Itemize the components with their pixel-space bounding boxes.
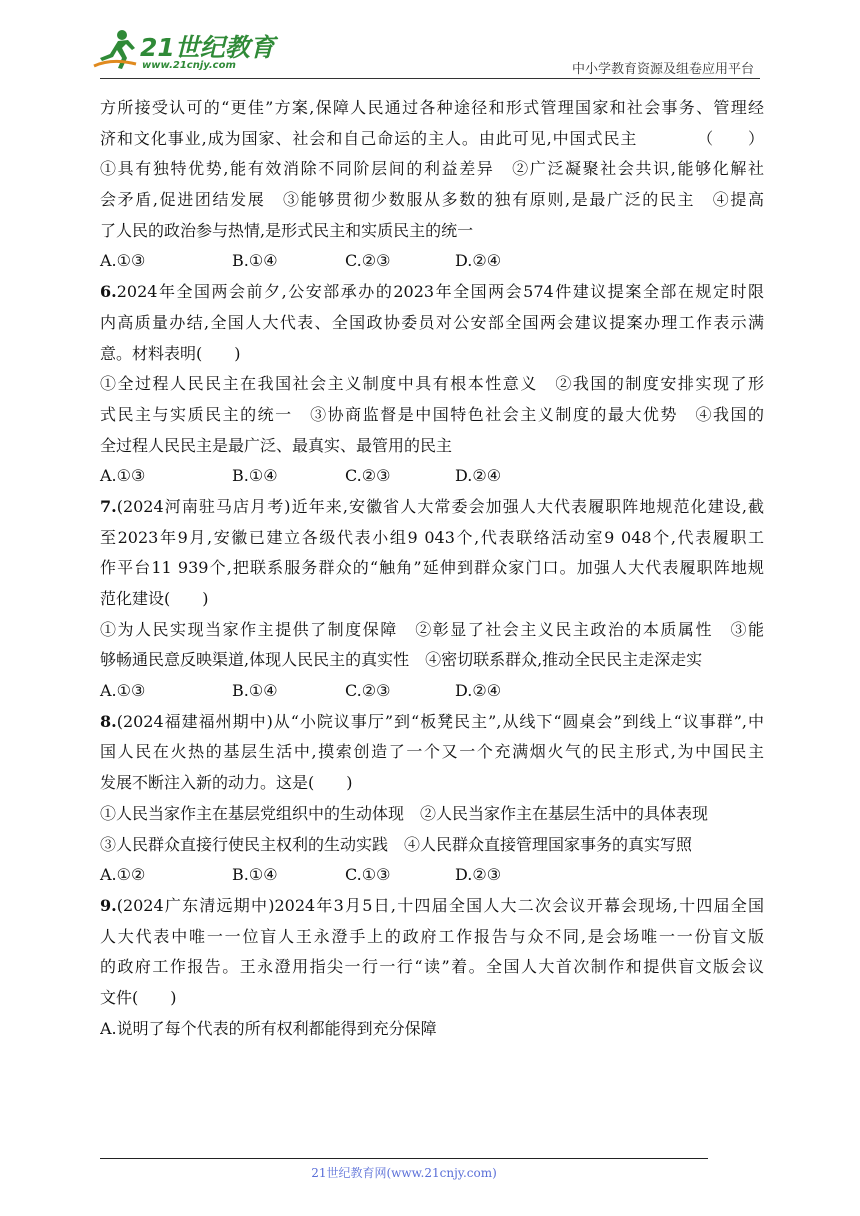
question-line <box>100 492 764 523</box>
page-header <box>0 0 860 80</box>
option-c[interactable]: C.①③ <box>345 865 391 885</box>
option-a[interactable]: A.①③ <box>100 681 146 701</box>
answer-options <box>100 860 764 891</box>
question-7 <box>100 492 764 707</box>
option-d[interactable]: D.②④ <box>455 466 502 486</box>
question-line: 作平台11 939个,把联系服务群众的“触角”延伸到群众家门口。加强人大代表履职阵地规 <box>100 558 764 578</box>
footer-link[interactable]: 21世纪教育网(www.21cnjy.com) <box>311 1166 497 1180</box>
logo-text: 21世纪教育 <box>140 33 275 62</box>
question-line: 够畅通民意反映渠道,体现人民民主的真实性 ④密切联系群众,推动全民民主走深走实 <box>100 650 703 670</box>
question-line: 文件( ) <box>100 987 177 1007</box>
option-c[interactable]: C.②③ <box>345 466 391 486</box>
option-a[interactable]: A.①③ <box>100 251 146 271</box>
question-text: (2024福建福州期中)从“小院议事厅”到“板凳民主”,从线下“圆桌会”到线上“议事群”,中 <box>116 711 764 731</box>
header-divider <box>100 78 760 79</box>
site-logo[interactable] <box>92 28 275 78</box>
question-line: ①全过程人民民主在我国社会主义制度中具有根本性意义 ②我国的制度安排实现了形 <box>100 374 764 394</box>
option-d[interactable]: D.②④ <box>455 681 502 701</box>
question-9 <box>100 891 764 1044</box>
option-b[interactable]: B.①④ <box>232 865 278 885</box>
footer-divider <box>100 1158 708 1159</box>
answer-options <box>100 676 764 707</box>
question-6 <box>100 277 764 492</box>
question-number: 9. <box>100 895 117 915</box>
question-line: ①人民当家作主在基层党组织中的生动体现 ②人民当家作主在基层生活中的具体表现 <box>100 803 709 823</box>
answer-options <box>100 461 764 492</box>
question-line: 人大代表中唯一一位盲人王永澄手上的政府工作报告与众不同,是会场唯一一份盲文版 <box>100 926 764 946</box>
question-line: 意。材料表明( ) <box>100 343 241 363</box>
question-5 <box>100 93 764 277</box>
logo-url: www.21cnjy.com <box>142 60 236 71</box>
option-a[interactable]: A.说明了每个代表的所有权利都能得到充分保障 <box>100 1018 437 1038</box>
question-line: ③人民群众直接行使民主权利的生动实践 ④人民群众直接管理国家事务的真实写照 <box>100 834 693 854</box>
question-line: 全过程人民民主是最广泛、最真实、最管用的民主 <box>100 435 453 455</box>
question-line <box>100 277 764 308</box>
question-line <box>100 707 764 738</box>
question-line: 范化建设( ) <box>100 589 209 608</box>
question-text: (2024广东清远期中)2024年3月5日,十四届全国人大二次会议开幕会现场,十四届全国 <box>116 895 764 915</box>
answer-options <box>100 246 764 277</box>
question-line: ①为人民实现当家作主提供了制度保障 ②彰显了社会主义民主政治的本质属性 ③能 <box>100 619 764 639</box>
option-c[interactable]: C.②③ <box>345 681 391 701</box>
question-line: 会矛盾,促进团结发展 ③能够贯彻少数服从多数的独有原则,是最广泛的民主 ④提高 <box>100 190 764 210</box>
question-line: 至2023年9月,安徽已建立各级代表小组9 043个,代表联络活动室9 048个,代表履职工 <box>100 527 764 547</box>
question-8 <box>100 707 764 891</box>
question-content <box>100 93 764 1044</box>
question-text: (2024河南驻马店月考)近年来,安徽省人大常委会加强人大代表履职阵地规范化建设,截 <box>116 496 764 516</box>
question-line: 发展不断注入新的动力。这是( ) <box>100 773 353 793</box>
option-d[interactable]: D.②④ <box>455 251 502 271</box>
question-text: 2024年全国两会前夕,公安部承办的2023年全国两会574件建议提案全部在规定时限 <box>116 282 764 302</box>
question-line <box>100 891 764 922</box>
question-line: ①具有独特优势,能有效消除不同阶层间的利益差异 ②广泛凝聚社会共识,能够化解社 <box>100 159 764 179</box>
question-line: 了人民的政治参与热情,是形式民主和实质民主的统一 <box>100 220 474 240</box>
option-b[interactable]: B.①④ <box>232 466 278 486</box>
question-line: 的政府工作报告。王永澄用指尖一行一行“读”着。全国人大首次制作和提供盲文版会议 <box>100 957 764 977</box>
question-line: 式民主与实质民主的统一 ③协商监督是中国特色社会主义制度的最大优势 ④我国的 <box>100 404 764 424</box>
question-number: 8. <box>100 711 117 731</box>
question-line: 方所接受认可的“更佳”方案,保障人民通过各种途径和形式管理国家和社会事务、管理经 <box>100 98 764 117</box>
option-a[interactable]: A.①③ <box>100 466 146 486</box>
option-c[interactable]: C.②③ <box>345 251 391 271</box>
question-line: 济和文化事业,成为国家、社会和自己命运的主人。由此可见,中国式民主 （ ） <box>100 128 764 148</box>
question-line: 内高质量办结,全国人大代表、全国政协委员对公安部全国两会建议提案办理工作表示满 <box>100 312 764 332</box>
question-number: 7. <box>100 496 117 516</box>
platform-name: 中小学教育资源及组卷应用平台 <box>571 62 754 77</box>
option-a[interactable]: A.①② <box>100 865 146 885</box>
option-b[interactable]: B.①④ <box>232 251 278 271</box>
question-number: 6. <box>100 282 117 302</box>
option-b[interactable]: B.①④ <box>232 681 278 701</box>
question-line: 国人民在火热的基层生活中,摸索创造了一个又一个充满烟火气的民主形式,为中国民主 <box>100 742 764 762</box>
option-d[interactable]: D.②③ <box>455 865 502 885</box>
runner-logo-icon <box>92 28 140 72</box>
